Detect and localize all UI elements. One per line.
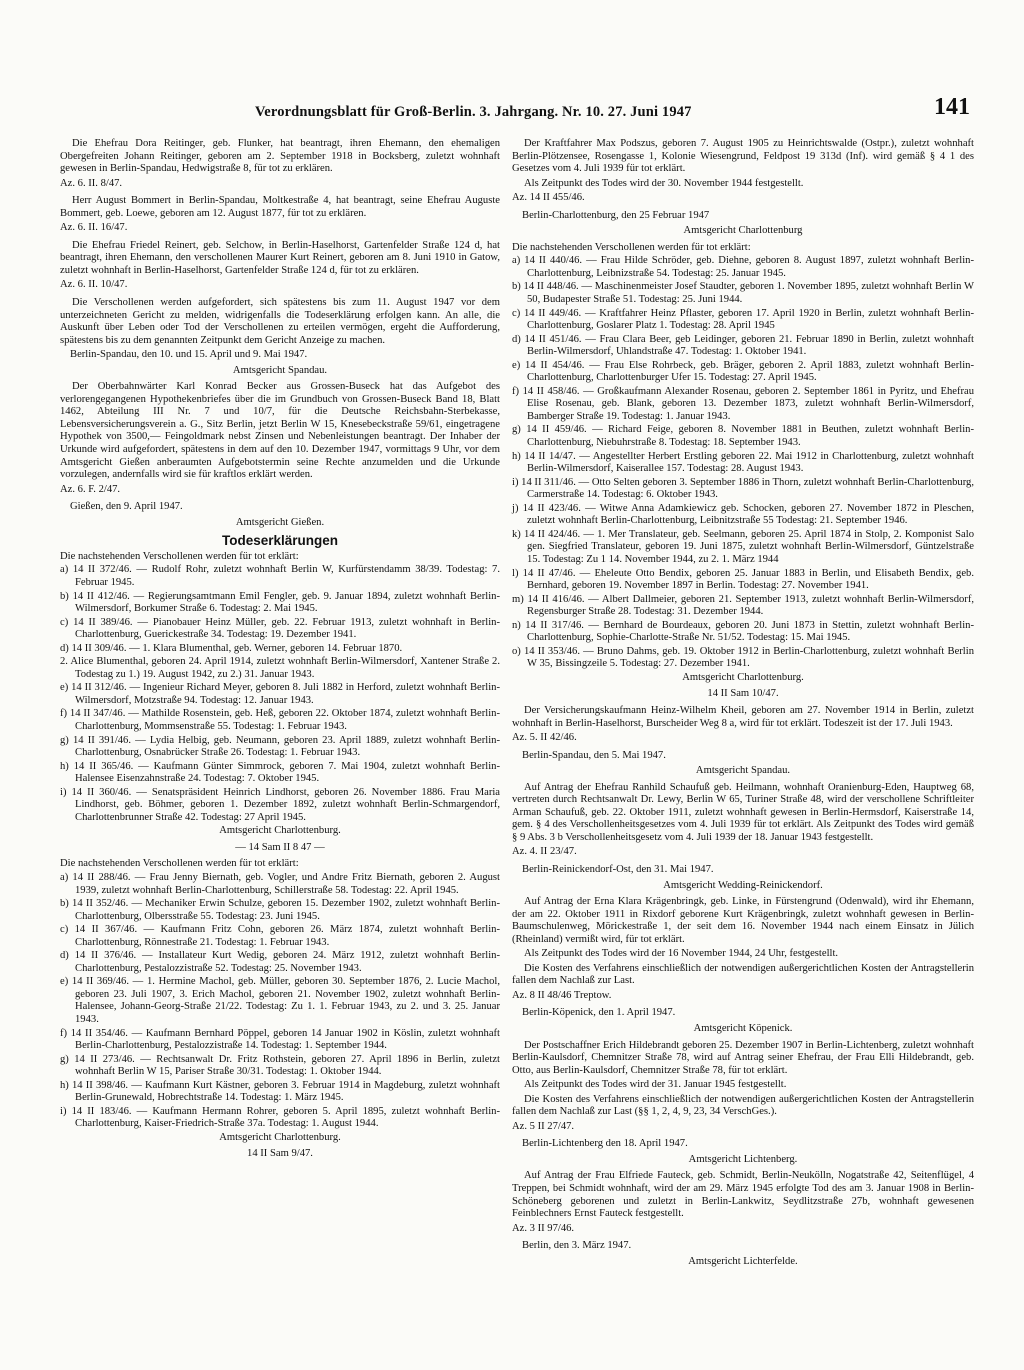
paragraph: Der Versicherungskaufmann Heinz-Wilhelm Kheil, geboren am 27. November 1914 in Berlin, zuletzt wohnhaft in Berlin-Haselhorst, Burscheider Weg 8 a, wird für tot erklärt. Todeszeit ist der 17. Juli 1943. (512, 704, 974, 729)
case-reference: Az. 5 II 27/47. (512, 1120, 575, 1132)
list-item: c) 14 II 367/46. — Kaufmann Fritz Cohn, geboren 26. März 1874, zuletzt wohnhaft Berlin-Charlottenburg, Rönnestraße 21. Todestag: 1. Februar 1943. (60, 924, 500, 948)
paragraph: Auf Antrag der Erna Klara Krägenbringk, geb. Linke, in Fürstengrund (Odenwald), wird ihr Ehemann, der am 22. Oktober 1911 in Rixdorf geborene Kurt Krägenbringk, zuletzt wohnhaft gewesen in Berlin-Baumschulenweg, Mörickestraße 1, der seit dem 16. November 1944 nach einem Einsatz in Jülich (Rheinland) vermißt wird, für tot erklärt. (512, 896, 974, 945)
list-item: f) 14 II 458/46. — Großkaufmann Alexander Rosenau, geboren 2. September 1861 in Pyritz, und Ehefrau Elise Rosenau, geb. Blank, geboren 13. Dezember 1873, zuletzt wohnhaft Berlin-Wilmersdorf, Bamberger Straße 19. Todestag: 1. Januar 1943. (512, 385, 974, 422)
place-date-line: Berlin-Reinickendorf-Ost, den 31. Mai 1947. (522, 863, 714, 875)
place-date-line: Berlin-Charlottenburg, den 25 Februar 1947 (522, 209, 710, 221)
paragraph: Der Oberbahnwärter Karl Konrad Becker aus Grossen-Buseck hat das Aufgebot des verlorengegangenen Hypothekenbriefes über die im Grundbuch von Grossen-Buseck Band 18, Blatt 1462, Abteilung III Nr. 7 und 10/7, für die Deutsche Reichsbahn-Sterbekasse, Lebensversicherungsverein a. G., Sitz Berlin, jetzt Berlin W 15, Knesebeckstraße 59/61, eingetragene Hypothek von 3500,— Feingoldmark nebst Zinsen und Nebenleistungen beantragt. Der Inhaber der Urkunde wird aufgefordert, spätestens in dem auf den 10. Dezember 1947, vormittags 9 Uhr, vor dem Amtsgericht Gießen anberaumten Aufgebotstermin seine Rechte anzumelden und die Urkunde vorzulegen, andernfalls wird sie für kraftlos erklärt werden. (60, 381, 500, 481)
court-signature: Amtsgericht Köpenick. (693, 1023, 793, 1034)
list-item: c) 14 II 389/46. — Pianobauer Heinz Müller, geb. 22. Februar 1913, zuletzt wohnhaft in Berlin-Charlottenburg, Guerickestraße 34. Todestag: 19. Dezember 1941. (60, 616, 500, 641)
case-reference: Az. 6. II. 8/47. (60, 177, 123, 189)
paragraph: Herr August Bommert in Berlin-Spandau, Moltkestraße 4, hat beantragt, seine Ehefrau Auguste Bommert, geb. Loewe, geboren am 12. August 1877, für tot zu erklären. (60, 195, 500, 219)
paragraph: Die Ehefrau Friedel Reinert, geb. Selchow, in Berlin-Haselhorst, Gartenfelder Straße 124 d, hat beantragt, ihren Ehemann, den verschollenen Maurer Kurt Reinert, geboren am 8. Juni 1910 in Gatow, zuletzt wohnhaft in Berlin-Haselhorst, Gartenfelder Straße 124 d, für tot zu erklären. (60, 239, 500, 276)
list-item: a) 14 II 372/46. — Rudolf Rohr, zuletzt wohnhaft Berlin W, Kurfürstendamm 38/39. Todestag: 7. Februar 1945. (60, 564, 500, 588)
paragraph: Der Postschaffner Erich Hildebrandt geboren 25. Dezember 1907 in Berlin-Lichtenberg, zuletzt wohnhaft Berlin-Kaulsdorf, Chemnitzer Straße 78, wird auf Antrag seiner Ehefrau, der Frau Elli Hildebrandt, geb. Otto, aus Berlin-Kaulsdorf, Chemnitzer Straße 78, für tot erklärt. (512, 1039, 974, 1076)
paragraph: Auf Antrag der Frau Elfriede Fauteck, geb. Schmidt, Berlin-Neukölln, Nogatstraße 42, Seitenflügel, 4 Treppen, bei Schmidt wohnhaft, wird der am 29. März 1945 erfolgte Tod des am 3. Januar 1908 in Berlin-Schöneberg geborenen und zuletzt in Berlin-Lankwitz, Seydlitzstraße 27b, wohnhaft gewesenen Feinblechners Ernst Fauteck festgestellt. (512, 1170, 974, 1220)
list-item: i) 14 II 360/46. — Senatspräsident Heinrich Lindhorst, geboren 26. November 1886. Frau Maria Lindhorst, geb. Böhmer, geboren 1. Dezember 1892, zuletzt wohnhaft Berlin-Schmargendorf, Charlottenbrunner Straße 42. Todestag: 27 April 1945. (60, 786, 500, 823)
case-reference: Az. 8 II 48/46 Treptow. (512, 989, 612, 1001)
court-signature: Amtsgericht Charlottenburg (683, 225, 803, 237)
court-signature: 14 II Sam 10/47. (707, 688, 779, 700)
case-reference: Az. 6. II. 10/47. (60, 279, 128, 291)
list-item: l) 14 II 47/46. — Eheleute Otto Bendix, geboren 25. Januar 1883 in Berlin, und Elisabeth Bendix, geb. Bernhard, geboren 19. November 1897 in Berlin. Todestag: 27. November 1941. (512, 567, 974, 592)
paragraph: Die Ehefrau Dora Reitinger, geb. Flunker, hat beantragt, ihren Ehemann, den ehemaligen Obergefreiten Johann Reitinger, geboren am 2. September 1918 in Bocksberg, zuletzt wohnhaft gewesen in Berlin-Spandau, Hedwigstraße 8, für tot zu erklären. (60, 138, 500, 175)
court-signature: — 14 Sam II 8 47 — (235, 841, 325, 853)
list-item: c) 14 II 449/46. — Kraftfahrer Heinz Pflaster, geboren 17. April 1920 in Berlin, zuletzt wohnhaft Berlin-Charlottenburg, Goslarer Platz 1. Todestag: 28. April 1945 (512, 307, 974, 332)
court-signature: Amtsgericht Charlottenburg. (219, 1131, 341, 1143)
list-item: h) 14 II 365/46. — Kaufmann Günter Simmrock, geboren 7. Mai 1904, zuletzt wohnhaft Berlin-Halensee Eisenzahnstraße 24. Todestag: 7. Oktober 1945. (60, 760, 500, 785)
place-date-line: Berlin-Köpenick, den 1. April 1947. (522, 1007, 676, 1019)
case-reference: Az. 4. II 23/47. (512, 846, 577, 858)
list-item: f) 14 II 347/46. — Mathilde Rosenstein, geb. Heß, geboren 22. Oktober 1874, zuletzt wohnhaft Berlin-Charlottenburg, Mommsenstraße 55. Todestag: 1. Februar 1943. (60, 708, 500, 732)
court-signature: Amtsgericht Wedding-Reinickendorf. (663, 879, 823, 891)
publication-title: Verordnungsblatt für Groß-Berlin. 3. Jahrgang. Nr. 10. 27. Juni 1947 (255, 104, 692, 120)
court-signature: Amtsgericht Charlottenburg. (682, 671, 804, 683)
section-heading: Todeserklärungen (221, 533, 339, 549)
court-signature: Amtsgericht Charlottenburg. (219, 825, 341, 837)
list-intro: Die nachstehenden Verschollenen werden für tot erklärt: (60, 550, 299, 562)
paragraph: Als Zeitpunkt des Todes wird der 30. November 1944 festgestellt. (524, 177, 804, 189)
list-item: e) 14 II 369/46. — 1. Hermine Machol, geb. Müller, geboren 30. September 1876, 2. Lucie Machol, geboren 23. Juli 1907, 3. Erich Machol, geboren 21. November 1902, zuletzt wohnhaft Berlin-Halensee, Johann-Georg-Straße 21/22. Todestag: Zu 1. 1. Februar 1943, zu 2. und 3. 25. Januar 1943. (60, 976, 500, 1025)
case-reference: Az. 3 II 97/46. (512, 1222, 575, 1234)
list-item: g) 14 II 391/46. — Lydia Helbig, geb. Neumann, geboren 23. April 1889, zuletzt wohnhaft Berlin-Charlottenburg, Osnabrücker Straße 26. Todestag: 1. Februar 1943. (60, 734, 500, 759)
paragraph: Die Kosten des Verfahrens einschließlich der notwendigen außergerichtlichen Kosten der Antragstellerin fallen dem Nachlaß zur Last. (512, 962, 974, 987)
court-signature: 14 II Sam 9/47. (247, 1148, 313, 1160)
paragraph: Die Verschollenen werden aufgefordert, sich spätestens bis zum 11. August 1947 vor dem unterzeichneten Gericht zu melden, widrigenfalls die Todeserklärung erfolgen kann. An alle, die Auskunft über Leben oder Tod der Verschollenen zu erteilen vermögen, ergeht die Aufforderung, spätestens bis zu dem genannten Zeitpunkt dem Gericht Anzeige zu machen. (60, 297, 500, 346)
list-item: e) 14 II 312/46. — Ingenieur Richard Meyer, geboren 8. Juli 1882 in Herford, zuletzt wohnhaft Berlin-Wilmersdorf, Motzstraße 94. Todestag: 12. Januar 1943. (60, 682, 500, 706)
paragraph: Die Kosten des Verfahrens einschließlich der notwendigen außergerichtlichen Kosten der Antragstellerin fallen dem Nachlaß zur Last (§§ 1, 2, 4, 9, 23, 34 VerschGes.). (512, 1093, 974, 1118)
page-header (255, 94, 970, 128)
list-item: 2. Alice Blumenthal, geboren 24. April 1914, zuletzt wohnhaft Berlin-Wilmersdorf, Xantener Straße 2. Todestag zu 1.) 19. August 1942, zu 2.) 31. Januar 1943. (60, 656, 500, 680)
list-intro: Die nachstehenden Verschollenen werden für tot erklärt: (512, 241, 751, 253)
list-item: d) 14 II 309/46. — 1. Klara Blumenthal, geb. Werner, geboren 14. Februar 1870. (60, 642, 403, 654)
list-item: d) 14 II 451/46. — Frau Clara Beer, geb Leidinger, geboren 21. Februar 1890 in Berlin, zuletzt wohnhaft Berlin-Wilmersdorf, Uhlandstraße 47. Todestag: 1. Oktober 1941. (512, 333, 974, 358)
list-item: k) 14 II 424/46. — 1. Mer Translateur, geb. Seelmann, geboren 25. April 1874 in Stolp, 2. Komponist Salo gen. Siegfried Translateur, geboren 19. Juni 1875, zuletzt wohnhaft Berlin-Wilmersdorf, Güntzelstraße 15. Todestag: Zu 1 14. November 1944, zu 2. 1. März 1944 (512, 528, 974, 565)
list-item: a) 14 II 288/46. — Frau Jenny Biernath, geb. Vogler, und Andre Fritz Biernath, geboren 2. August 1939, zuletzt wohnhaft Berlin-Charlottenburg, Schillerstraße 58. Todestag: 22. April 1945. (60, 871, 500, 896)
court-signature: Amtsgericht Lichtenberg. (688, 1153, 798, 1165)
paragraph: Der Kraftfahrer Max Podszus, geboren 7. August 1905 zu Heinrichtswalde (Ostpr.), zuletzt wohnhaft Berlin-Plötzensee, Rosengasse 1, Kolonie Wiesengrund, Feldpost 19 313d (Inf). wird gemäß § 4 1 des Gesetzes vom 4. Juli 1939 für tot erklärt. (512, 138, 974, 175)
list-item: a) 14 II 440/46. — Frau Hilde Schröder, geb. Diehne, geboren 8. August 1897, zuletzt wohnhaft Berlin-Charlottenburg, Leibnizstraße 54. Todestag: 25. Januar 1945. (512, 255, 974, 279)
list-item: m) 14 II 416/46. — Albert Dallmeier, geboren 21. September 1913, zuletzt wohnhaft Berlin-Wilmersdorf, Regensburger Straße 28. Todestag: 31. Dezember 1944. (512, 593, 974, 618)
place-date-line: Gießen, den 9. April 1947. (70, 501, 183, 513)
list-item: g) 14 II 273/46. — Rechtsanwalt Dr. Fritz Rothstein, geboren 27. April 1896 in Berlin, zuletzt wohnhaft Berlin W 15, Pariser Straße 30/31. Todestag: 1. Oktober 1944. (60, 1053, 500, 1078)
place-date-line: Berlin-Spandau, den 5. Mai 1947. (522, 749, 666, 761)
list-item: o) 14 II 353/46. — Bruno Dahms, geb. 19. Oktober 1912 in Berlin-Charlottenburg, zuletzt wohnhaft Berlin W 35, Bissingzeile 5. Todestag: 27. Dezember 1941. (512, 645, 974, 670)
case-reference: Az. 6. II. 16/47. (60, 222, 128, 234)
case-reference: Az. 6. F. 2/47. (60, 483, 121, 495)
list-item: b) 14 II 352/46. — Mechaniker Erwin Schulze, geboren 15. Dezember 1902, zuletzt wohnhaft Berlin-Charlottenburg, Olbersstraße 55. Todestag: 23. Juni 1945. (60, 898, 500, 922)
list-item: i) 14 II 183/46. — Kaufmann Hermann Rohrer, geboren 5. April 1895, zuletzt wohnhaft Berlin-Charlottenburg, Kaiser-Friedrich-Straße 37a. Todestag: 1. August 1944. (60, 1105, 500, 1130)
list-intro: Die nachstehenden Verschollenen werden für tot erklärt: (60, 858, 299, 870)
right-column (512, 138, 974, 1272)
court-signature: Amtsgericht Gießen. (235, 516, 325, 528)
list-item: h) 14 II 14/47. — Angestellter Herbert Erstling geboren 22. Mai 1912 in Charlottenburg, zuletzt wohnhaft Berlin-Wilmersdorf, Kaiserallee 157. Todestag: 28. August 1943. (512, 450, 974, 475)
list-item: j) 14 II 423/46. — Witwe Anna Adamkiewicz geb. Schocken, geboren 27. November 1872 in Pleschen, zuletzt wohnhaft Berlin-Charlottenburg, Leibnitzstraße 55 Todestag: 21. September 1946. (512, 502, 974, 527)
list-item: n) 14 II 317/46. — Bernhard de Bourdeaux, geboren 20. Juni 1873 in Stettin, zuletzt wohnhaft Berlin-Charlottenburg, Sophie-Charlotte-Straße Nr. 51/52. Todestag: 15. Mai 1945. (512, 619, 974, 644)
list-item: g) 14 II 459/46. — Richard Feige, geboren 8. November 1881 in Beuthen, zuletzt wohnhaft Berlin-Charlottenburg, Niebuhrstraße 8. Todestag: 18. September 1943. (512, 424, 974, 449)
list-item: d) 14 II 376/46. — Installateur Kurt Wedig, geboren 24. März 1912, zuletzt wohnhaft Berlin-Charlottenburg, Pestalozzistraße 52. Todestag: 25. November 1943. (60, 950, 500, 974)
list-item: b) 14 II 412/46. — Regierungsamtmann Emil Fengler, geb. 9. Januar 1894, zuletzt wohnhaft Berlin-Wilmersdorf, Borkumer Straße 6. Todestag: 2. Mai 1945. (60, 590, 500, 615)
list-item: f) 14 II 354/46. — Kaufmann Bernhard Pöppel, geboren 14 Januar 1902 in Köslin, zuletzt wohnhaft Berlin-Charlottenburg, Pestalozzistraße 14. Todestag: 1. September 1944. (60, 1027, 500, 1052)
paragraph: Auf Antrag der Ehefrau Ranhild Schaufuß geb. Heilmann, wohnhaft Oranienburg-Eden, Hauptweg 68, vertreten durch Rechtsanwalt Dr. Lewy, Berlin W 65, Turiner Straße 48, wird der verschollene Schriftleiter Arman Schaufuß, geb. 22. Oktober 1911, zuletzt wohnhaft gewesen in Berlin-Hermsdorf, Kaiserstraße 14, gem. § 4 des Verschollenheitsgesetzes vom 4. Juli 1939 für tot erklärt. Als Zeitpunkt des Todes wird gemäß § 9 Abs. 3 b Verschollenheitsgesetz vom 4. Juli 1939 der 18. Januar 1943 festgestellt. (512, 781, 974, 843)
left-column (60, 138, 500, 1165)
court-signature: Amtsgericht Lichterfelde. (688, 1255, 798, 1267)
place-date-line: Berlin-Spandau, den 10. und 15. April und 9. Mai 1947. (70, 349, 308, 361)
list-item: e) 14 II 454/46. — Frau Else Rohrbeck, geb. Bräger, geboren 2. April 1883, zuletzt wohnhaft Berlin-Charlottenburg, Charlottenburger Ufer 15. Todestag: 27. April 1945. (512, 359, 974, 384)
list-item: h) 14 II 398/46. — Kaufmann Kurt Kästner, geboren 3. Februar 1914 in Magdeburg, zuletzt wohnhaft Berlin-Grunewald, Hobrechtstraße 14. Todestag: 1. März 1945. (60, 1079, 500, 1104)
place-date-line: Berlin, den 3. März 1947. (522, 1240, 632, 1252)
list-item: b) 14 II 448/46. — Maschinenmeister Josef Staudter, geboren 1. November 1895, zuletzt wohnhaft Berlin W 50, Budapester Straße 51. Todestag: 25. Juni 1944. (512, 281, 974, 306)
court-signature: Amtsgericht Spandau. (232, 364, 328, 376)
place-date-line: Berlin-Lichtenberg den 18. April 1947. (522, 1138, 688, 1150)
paragraph: Als Zeitpunkt des Todes wird der 31. Januar 1945 festgestellt. (524, 1079, 787, 1091)
court-signature: Amtsgericht Spandau. (695, 765, 791, 777)
list-item: i) 14 II 311/46. — Otto Selten geboren 3. September 1886 in Thorn, zuletzt wohnhaft Berlin-Charlottenburg, Carmerstraße 14. Todestag: 6. Oktober 1943. (512, 476, 974, 501)
page-number: 141 (934, 94, 970, 120)
case-reference: Az. 14 II 455/46. (512, 192, 585, 204)
case-reference: Az. 5. II 42/46. (512, 732, 577, 744)
paragraph: Als Zeitpunkt des Todes wird der 16 November 1944, 24 Uhr, festgestellt. (524, 948, 839, 960)
